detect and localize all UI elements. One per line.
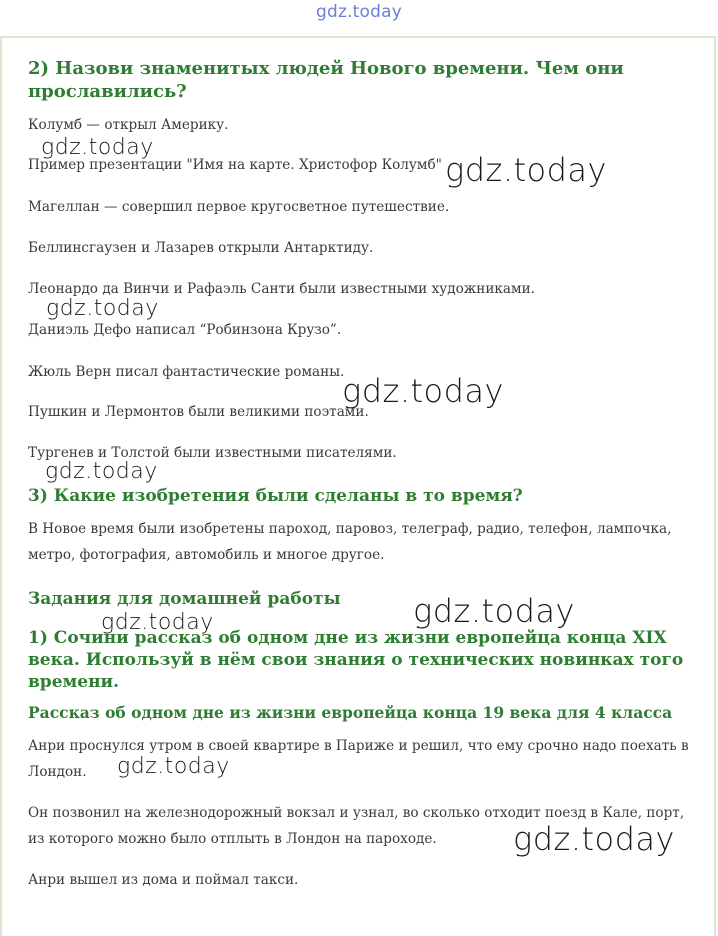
- answer-paragraph: В Новое время были изобретены пароход, паровоз, телеграф, радио, телефон, лампочка, метро, фотография, автомобиль и многое другое.: [28, 521, 672, 563]
- answer-line: Беллинсгаузен и Лазарев открыли Антарктиду.: [28, 240, 374, 256]
- answer-line: Пушкин и Лермонтов были великими поэтами.: [28, 404, 369, 420]
- presentation-link[interactable]: Пример презентации "Имя на карте. Христофор Колумб": [28, 157, 442, 173]
- answer-line: Леонардо да Винчи и Рафаэль Санти были известными художниками.: [28, 281, 535, 297]
- watermark: gdz.today: [342, 372, 504, 410]
- watermark: gdz.today: [101, 610, 214, 635]
- homework-heading: Задания для домашней работы: [28, 589, 341, 609]
- watermark: gdz.today: [41, 135, 154, 160]
- watermark: gdz.today: [513, 820, 675, 858]
- watermark: gdz.today: [445, 151, 607, 189]
- watermark: gdz.today: [117, 754, 230, 779]
- site-logo[interactable]: [0, 0, 718, 34]
- answer-line: Жюль Верн писал фантастические романы.: [28, 364, 345, 380]
- question-3-heading: 3) Какие изобретения были сделаны в то время?: [28, 486, 523, 506]
- watermark: gdz.today: [46, 296, 159, 321]
- answer-line: Даниэль Дефо написал “Робинзона Крузо”.: [28, 322, 342, 338]
- story-heading: Рассказ об одном дне из жизни европейца конца 19 века для 4 класса: [28, 703, 673, 722]
- story-paragraph: Анри проснулся утром в своей квартире в Париже и решил, что ему срочно надо поехать в Лондон.: [28, 738, 689, 780]
- answer-line: Магеллан — совершил первое кругосветное путешествие.: [28, 199, 450, 215]
- answer-line: Тургенев и Толстой были известными писателями.: [28, 445, 397, 461]
- story-paragraph: Анри вышел из дома и поймал такси.: [28, 872, 299, 888]
- site-logo-text: gdz.today: [315, 2, 403, 22]
- story-paragraph: Он позвонил на железнодорожный вокзал и узнал, во сколько отходит поезд в Кале, порт, из которого можно было отплыть в Лондон на пароходе.: [28, 805, 685, 847]
- answer-line: Колумб — открыл Америку.: [28, 117, 229, 133]
- question-2-heading: 2) Назови знаменитых людей Нового времени. Чем они прославились?: [28, 58, 624, 102]
- watermark: gdz.today: [413, 592, 575, 630]
- watermark: gdz.today: [45, 459, 158, 484]
- homework-question-1-heading: 1) Сочини рассказ об одном дне из жизни европейца конца XIX века. Используй в нём свои знания о технических новинках того времени.: [28, 628, 684, 692]
